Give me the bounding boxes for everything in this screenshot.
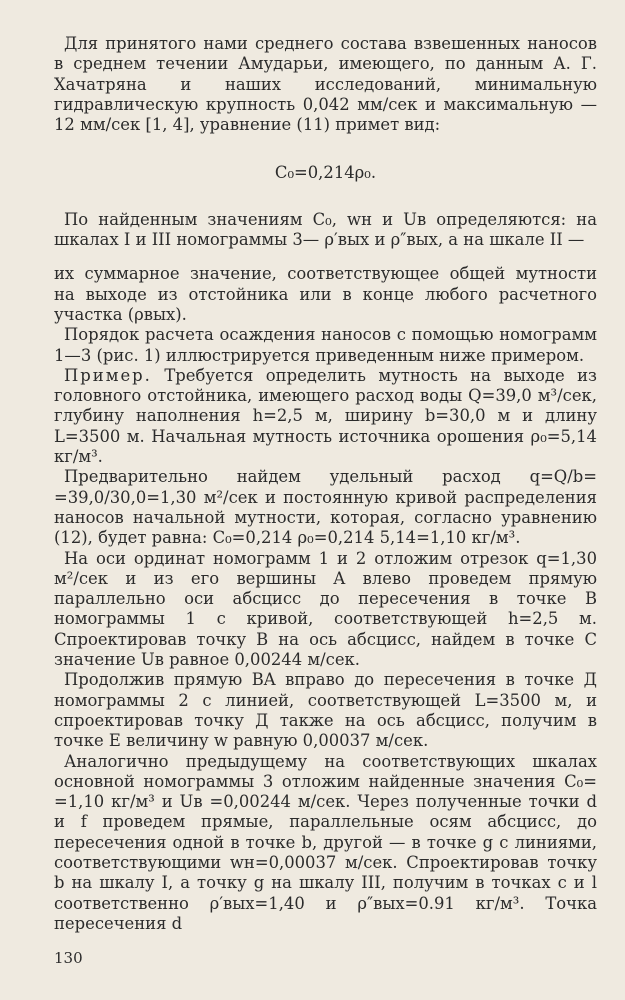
paragraph-5 [54, 366, 597, 467]
paragraph-5-text: Требуется определить мутность на выходе из головного отстойника, имеющего расход воды Q=39,0 м³/сек, глубину наполнения h=2,5 м, ширину b=30,0 м и длину L=3500 м. Начальная мутность источника орошения ρ₀=5,14 кг/м³. [54, 365, 597, 467]
formula: C₀=0,214ρ₀. [274, 163, 377, 183]
paragraph-7: На оси ординат номограмм 1 и 2 отложим отрезок q=1,30 м²/сек и из его вершины A влево проведем прямую параллельно оси абсцисс до пересечения в точке B номограммы 1 с кривой, соответствующей h=2,5 м. Спроектировав точку B на ось абсцисс, найдем в точке C значение Uв равное 0,00244 м/сек. [54, 548, 597, 670]
paragraph-8: Продолжив прямую BA вправо до пересечения в точке Д номограммы 2 с линией, соответствующей L=3500 м, и спроектировав точку Д также на ось абсцисс, получим в точке E величину w равную 0,00037 м/сек. [54, 670, 597, 751]
paragraph-9: Аналогично предыдущему на соответствующих шкалах основной номограммы 3 отложим найденные значения C₀= =1,10 кг/м³ и Uв =0,00244 м/сек. Через полученные точки d и f проведем прямые, параллельные осям абсцисс, до пересечения одной в точке b, другой — в точке g с линиями, соответствующими wн=0,00037 м/сек. Спроектировав точку b на шкалу I, а точку g на шкалу III, получим в точках c и l соответственно ρ′вых=1,40 и ρ″вых=0.91 кг/м³. Точка пересечения d [54, 751, 597, 933]
paragraph-6: Предварительно найдем удельный расход q=Q/b= =39,0/30,0=1,30 м²/сек и постоянную кривой распределения наносов начальной мутности, которая, согласно уравнению (12), будет равна: C₀=0,214 ρ₀=0,214 5,14=1,10 кг/м³. [54, 467, 597, 548]
example-lead: Пример. [64, 365, 152, 385]
page-number: 130 [54, 949, 83, 967]
paragraph-1: Для принятого нами среднего состава взвешенных наносов в среднем течении Амударьи, имеющего, по данным А. Г. Хачатряна и наших исследований, минимальную гидравлическую крупность 0,042 мм/сек и максимальную — 12 мм/сек [1, 4], уравнение (11) примет вид: [54, 34, 597, 135]
paragraph-3: их суммарное значение, соответствующее общей мутности на выходе из отстойника или в конце любого расчетного участка (ρвых). [54, 264, 597, 324]
paragraph-2: По найденным значениям C₀, wн и Uв определяются: на шкалах I и III номограммы 3— ρ′вых и ρ″вых, а на шкале II — [54, 209, 597, 250]
paragraph-4: Порядок расчета осаждения наносов с помощью номограмм 1—3 (рис. 1) иллюстрируется приведенным ниже примером. [54, 325, 597, 365]
